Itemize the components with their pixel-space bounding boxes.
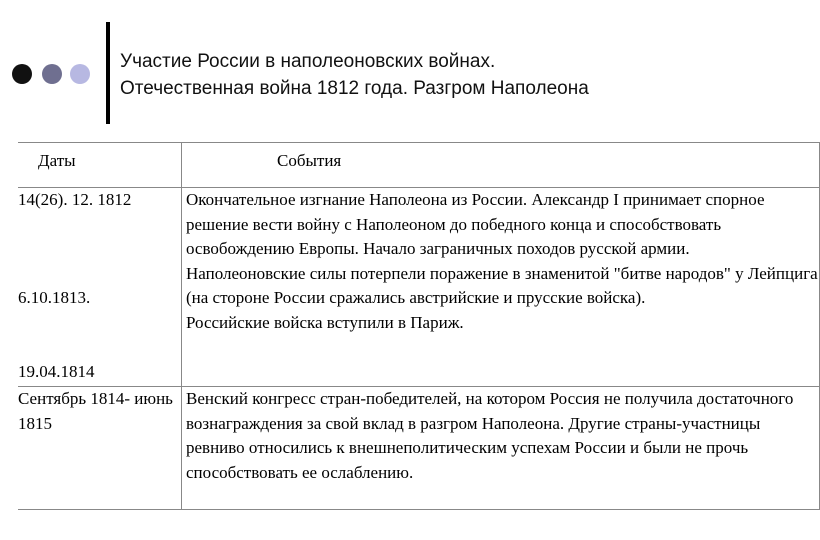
- date-1812: 14(26). 12. 1812: [18, 190, 132, 209]
- event-1814: Российские войска вступили в Париж.: [186, 312, 464, 332]
- date-spacer: [18, 213, 181, 287]
- event-vienna: Венский конгресс стран-победителей, на котором Россия не получила достаточного вознаграждения за свой вклад в разгром Наполеона. Другие страны-участницы ревниво относились к внешнеполитическим успехам России и были не прочь способствовать ее ослаблению.: [186, 389, 794, 482]
- table-row: [18, 387, 820, 510]
- event-1813: Наполеоновские силы потерпели поражение в знаменитой "битве народов" у Лейпцига (на стороне России сражались австрийские и прусские войска).: [186, 263, 818, 307]
- header-events: События: [182, 143, 820, 188]
- date-vienna: Сентябрь 1814- июнь 1815: [18, 389, 173, 433]
- date-1814: 19.04.1814: [18, 361, 95, 381]
- title-line-2: Отечественная война 1812 года. Разгром Наполеона: [120, 78, 589, 99]
- date-cell: [18, 387, 182, 510]
- title-divider: [106, 22, 110, 124]
- decorative-dots: [12, 64, 96, 86]
- event-1812: Окончательное изгнание Наполеона из России. Александр I принимает спорное решение вести войну с Наполеоном до победного конца и способствовать освобождению Европы. Начало заграничных походов русской армии.: [186, 190, 765, 258]
- gray-dot-icon: [42, 64, 62, 84]
- page-title: [120, 48, 710, 102]
- date-1813: 6.10.1813.: [18, 288, 91, 307]
- date-cell: [18, 188, 182, 387]
- event-cell: [182, 188, 820, 387]
- header-dates: Даты: [18, 143, 182, 188]
- table-row: [18, 188, 820, 387]
- event-cell: [182, 387, 820, 510]
- table-header-row: [18, 143, 820, 188]
- light-dot-icon: [70, 64, 90, 84]
- date-spacer: [18, 311, 181, 360]
- dark-dot-icon: [12, 64, 32, 84]
- title-line-1: Участие России в наполеоновских войнах.: [120, 51, 496, 72]
- events-table: [18, 142, 820, 510]
